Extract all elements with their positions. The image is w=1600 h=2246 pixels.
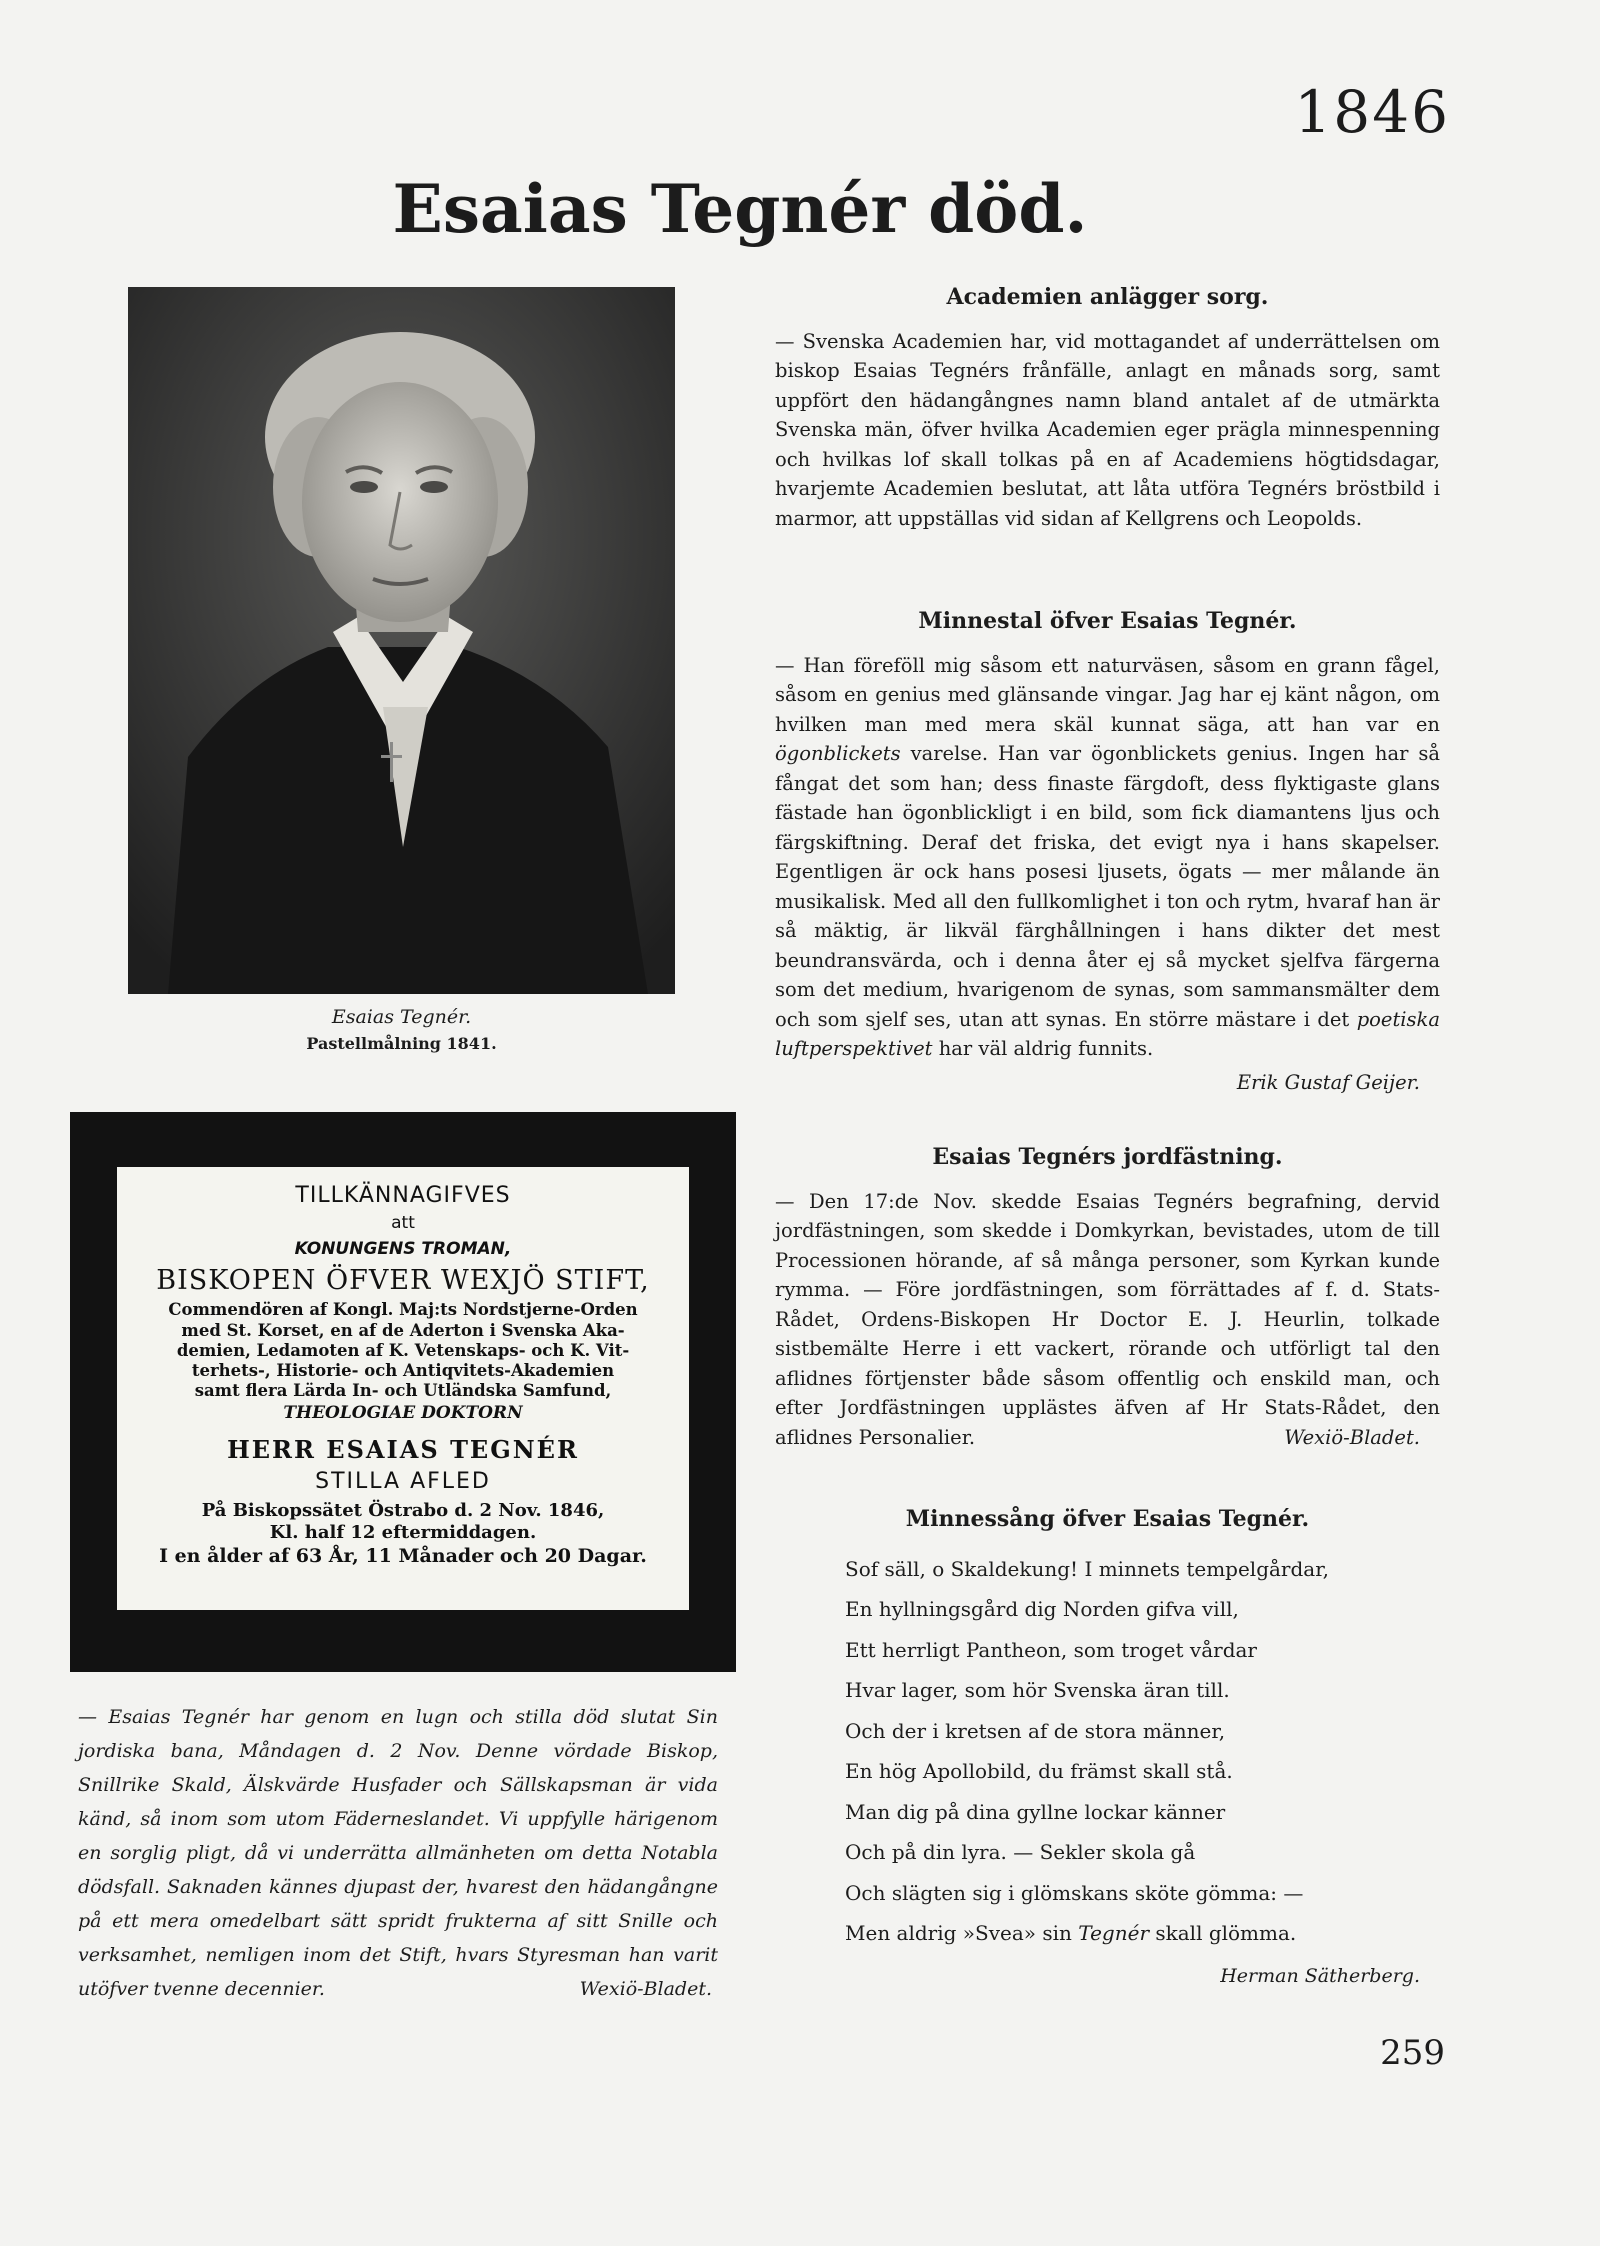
- notice-age: I en ålder af 63 År, 11 Månader och 20 Dagar.: [159, 1544, 647, 1567]
- notice-place: På Biskopssätet Östrabo d. 2 Nov. 1846,: [201, 1499, 605, 1521]
- death-notice: [70, 1112, 736, 1672]
- notice-title-line: demien, Ledamoten af K. Vetenskaps- och K. Vit-: [176, 1340, 630, 1360]
- notice-title-line: terhets-, Historie- och Antiqvitets-Akademien: [191, 1360, 615, 1380]
- song-author: Herman Sätherberg.: [1220, 1964, 1420, 1987]
- poem-last-line-post: skall glömma.: [1155, 1921, 1297, 1945]
- poem-line: Man dig på dina gyllne lockar känner: [845, 1799, 1226, 1824]
- poem-line: Hvar lager, som hör Svenska äran till.: [845, 1678, 1230, 1702]
- notice-title-line: Commendören af Kongl. Maj:ts Nordstjerne-Orden: [168, 1300, 638, 1320]
- page-year: 1846: [1294, 78, 1450, 146]
- portrait-image: [128, 287, 675, 994]
- song-poem: [845, 1549, 1440, 1954]
- funeral-text-body: — Den 17:de Nov. skedde Esaias Tegnérs begrafning, dervid jordfästningen, som skedde i Domkyrkan, bevistades, utom de till Processionen hörande, af så många personer, som Kyrkan kunde rymma. — Före jordfästningen, som förrättades af f. d. Stats-Rådet, Ordens-Biskopen Hr Doctor E. J. Heurlin, tolkade sistbemälte Herre i ett vackert, rörande och utförligt tal den aflidnes förtjenster både såsom offentlig och enskild man, och efter Jordfästningen upplästes äfven af Hr Stats-Rådet, den aflidnes Personalier.: [775, 1189, 1440, 1449]
- memorial-text: [775, 651, 1440, 1064]
- memorial-text-part: — Han föreföll mig såsom ett naturväsen, såsom en grann fågel, såsom en genius med glänsande vingar. Jag har ej känt någon, om hvilken man med mera skäl kunnat säga, att han var en: [775, 653, 1440, 736]
- notice-name: HERR ESAIAS TEGNÉR: [227, 1434, 579, 1464]
- death-notice-card: [117, 1167, 689, 1610]
- poem-line: Ett herrligt Pantheon, som troget vårdar: [845, 1637, 1257, 1662]
- notice-heading: TILLKÄNNAGIFVES: [295, 1183, 511, 1208]
- poem-line: Sof säll, o Skaldekung! I minnets tempelgårdar,: [845, 1556, 1329, 1581]
- song-section: [775, 1505, 1440, 1991]
- memorial-author: Erik Gustaf Geijer.: [1236, 1070, 1420, 1094]
- funeral-text: [775, 1187, 1440, 1453]
- poem-last-line: [845, 1913, 1440, 1954]
- memorial-title: Minnestal öfver Esaias Tegnér.: [918, 608, 1297, 634]
- notice-titles: [117, 1300, 689, 1401]
- memorial-text-part: varelse. Han var ögonblickets genius. Ingen har så fångat det som han; dess finaste färgdoft, dess flyktigaste glans fästade han ögonblickligt i en bild, som fick diamantens ljus och färgskiftning. Deraf det friska, det evigt nya i hans skapelser. Egentligen är ock hans posesi ljusets, ögats — mer målande än musikalisk. Med all den fullkomlighet i ton och rytm, hvaraf han är så mäktig, är likväl färghållningen i hans dikter det mest beundransvärda, och i denna åter ej så mycket sjelfva färgerna som det medium, hvarigenom de synas, som sammansmälter dem och som sjelf ses, utan att synas. En större mästare i det: [775, 742, 1440, 1031]
- poem-last-line-pre: Men aldrig »Svea» sin: [845, 1921, 1072, 1945]
- funeral-section: [775, 1143, 1440, 1452]
- portrait-caption-name: Esaias Tegnér.: [331, 1006, 472, 1028]
- notice-bishop: BISKOPEN ÖFVER WEXJÖ STIFT,: [156, 1265, 650, 1297]
- notice-doctor: THEOLOGIAE DOKTORN: [283, 1403, 523, 1424]
- poem-last-line-em: Tegnér: [1078, 1921, 1149, 1945]
- poem-line: Och der i kretsen af de stora männer,: [845, 1718, 1226, 1743]
- memorial-emphasis: ögonblickets: [775, 742, 901, 765]
- song-title: Minnessång öfver Esaias Tegnér.: [905, 1506, 1310, 1532]
- notice-title-line: samt flera Lärda In- och Utländska Samfund,: [194, 1380, 612, 1400]
- poem-line: En hög Apollobild, du främst skall stå.: [845, 1759, 1233, 1783]
- notice-att: att: [391, 1213, 415, 1234]
- notice-stilla: STILLA AFLED: [315, 1469, 491, 1495]
- page-number: 259: [1380, 2033, 1445, 2073]
- memorial-section: [775, 607, 1440, 1097]
- page-title: Esaias Tegnér död.: [392, 170, 1088, 248]
- memorial-text-part: har väl aldrig funnits.: [938, 1037, 1154, 1060]
- left-article-source: Wexiö-Bladet.: [579, 1978, 712, 2000]
- poem-line: En hyllningsgård dig Norden gifva vill,: [845, 1597, 1239, 1621]
- memorial-emphasis: poetiska luftperspektivet: [775, 1007, 1440, 1060]
- funeral-title: Esaias Tegnérs jordfästning.: [932, 1144, 1283, 1170]
- notice-time: Kl. half 12 eftermiddagen.: [269, 1522, 537, 1544]
- academy-text: — Svenska Academien har, vid mottagandet af underrättelsen om biskop Esaias Tegnérs frånfälle, anlagt en månads sorg, samt uppfört den hädangångnes namn bland antalet af de utmärkta Svenska män, öfver hvilka Academien eger prägla minnespenning och hvilkas lof skall tolkas på en af Academiens högtidsdagar, hvarjemte Academien beslutat, att låta utföra Tegnérs bröstbild i marmor, att uppställas vid sidan af Kellgrens och Leopolds.: [775, 329, 1440, 530]
- notice-title-line: med St. Korset, en af de Aderton i Svenska Aka-: [181, 1320, 625, 1340]
- left-article-text: — Esaias Tegnér har genom en lugn och stilla död slutat Sin jordiska bana, Måndagen d. 2 Nov. Denne vördade Biskop, Snillrike Skald, Älskvärde Husfader och Sällskapsman är vida känd, så inom som utom Fäderneslandet. Vi uppfylle härigenom en sorglig pligt, då vi underrätta allmänheten om detta Notabla dödsfall. Saknaden kännes djupast der, hvarest den hädangångne på ett mera omedelbart sätt spridt frukterna af sitt Snille och verksamhet, nemligen inom det Stift, hvars Styresman han varit utöfver tvenne decennier.: [78, 1706, 718, 2000]
- portrait-caption-medium: Pastellmålning 1841.: [306, 1034, 497, 1053]
- academy-section: [775, 283, 1440, 533]
- academy-title: Academien anlägger sorg.: [946, 284, 1269, 310]
- funeral-source: Wexiö-Bladet.: [1284, 1425, 1420, 1449]
- notice-king: KONUNGENS TROMAN,: [294, 1238, 512, 1259]
- poem-line: Och på din lyra. — Sekler skola gå: [845, 1840, 1196, 1864]
- left-article: [78, 1700, 718, 2006]
- poem-line: Och slägten sig i glömskans sköte gömma: —: [845, 1880, 1304, 1905]
